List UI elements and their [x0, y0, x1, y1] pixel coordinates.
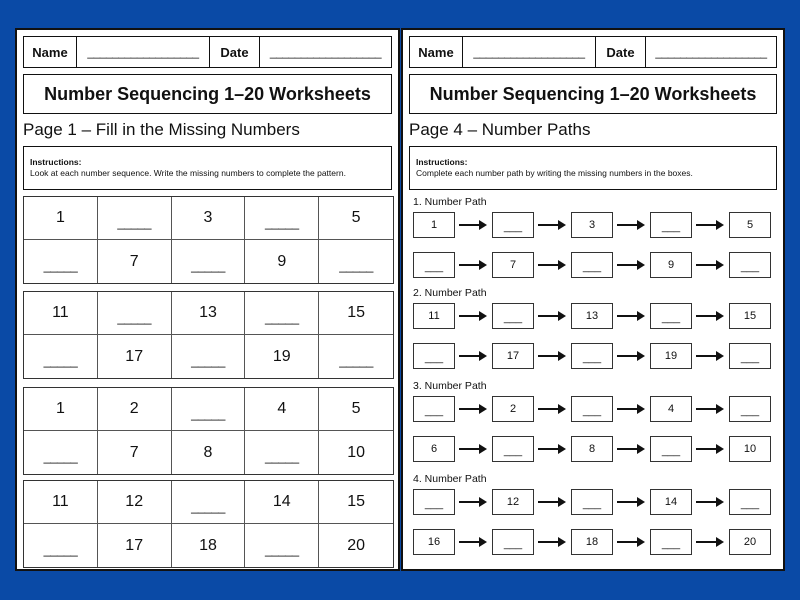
sequence-number: 4	[245, 388, 319, 431]
path-number-box: 12	[492, 489, 534, 515]
arrow-right-icon	[616, 442, 646, 456]
answer-blank[interactable]: _____	[172, 335, 246, 378]
answer-box[interactable]: ___	[729, 489, 771, 515]
arrow-right-icon	[458, 309, 488, 323]
sequence-number: 15	[319, 292, 393, 335]
answer-box[interactable]: ___	[492, 436, 534, 462]
path-number-box: 2	[492, 396, 534, 422]
arrow-right-icon	[616, 309, 646, 323]
arrow-right-icon	[537, 218, 567, 232]
arrow-right-icon	[695, 442, 725, 456]
number-path-row	[413, 489, 775, 515]
arrow-right-icon	[695, 218, 725, 232]
answer-blank[interactable]: _____	[98, 197, 172, 240]
answer-blank[interactable]: _____	[245, 431, 319, 474]
answer-box[interactable]: ___	[413, 343, 455, 369]
arrow-right-icon	[458, 218, 488, 232]
sequence-number: 13	[172, 292, 246, 335]
answer-box[interactable]: ___	[571, 489, 613, 515]
path-number-box: 10	[729, 436, 771, 462]
date-field[interactable]: __________________	[259, 37, 391, 67]
arrow-right-icon	[616, 258, 646, 272]
date-field[interactable]: __________________	[645, 37, 776, 67]
number-path-label: 3. Number Path	[413, 380, 487, 392]
sequence-number: 5	[319, 197, 393, 240]
path-number-box: 17	[492, 343, 534, 369]
path-number-box: 18	[571, 529, 613, 555]
path-number-box: 11	[413, 303, 455, 329]
name-label: Name	[32, 44, 68, 60]
sequence-number: 9	[245, 240, 319, 283]
arrow-right-icon	[537, 402, 567, 416]
path-number-box: 1	[413, 212, 455, 238]
answer-box[interactable]: ___	[729, 343, 771, 369]
sequence-number: 17	[98, 335, 172, 378]
answer-box[interactable]: ___	[413, 396, 455, 422]
answer-box[interactable]: ___	[571, 396, 613, 422]
arrow-right-icon	[695, 402, 725, 416]
page-heading: Page 1 – Fill in the Missing Numbers	[23, 120, 300, 139]
answer-box[interactable]: ___	[413, 489, 455, 515]
answer-blank[interactable]: _____	[245, 292, 319, 335]
number-path-row	[413, 343, 775, 369]
answer-blank[interactable]: _____	[245, 524, 319, 567]
answer-blank[interactable]: _____	[24, 335, 98, 378]
worksheet-title: Number Sequencing 1–20 Worksheets	[409, 74, 777, 114]
sequence-number: 18	[172, 524, 246, 567]
answer-box[interactable]: ___	[729, 252, 771, 278]
number-path-row	[413, 436, 775, 462]
path-number-box: 15	[729, 303, 771, 329]
answer-blank[interactable]: _____	[172, 481, 246, 524]
sequence-number: 1	[24, 197, 98, 240]
answer-box[interactable]: ___	[650, 303, 692, 329]
arrow-right-icon	[537, 349, 567, 363]
answer-box[interactable]: ___	[492, 529, 534, 555]
sequence-number: 20	[347, 536, 365, 554]
path-number-box: 6	[413, 436, 455, 462]
name-field[interactable]: __________________	[76, 37, 209, 67]
instructions-heading: Instructions:	[416, 157, 468, 167]
worksheet-page-4	[401, 28, 785, 571]
answer-blank[interactable]: _____	[24, 431, 98, 474]
answer-blank[interactable]: _____	[339, 258, 373, 273]
answer-blank[interactable]: _____	[339, 353, 373, 368]
number-path-label: 1. Number Path	[413, 196, 487, 208]
answer-blank[interactable]: _____	[172, 240, 246, 283]
arrow-right-icon	[458, 442, 488, 456]
sequence-grid	[23, 291, 394, 379]
sequence-number: 3	[172, 197, 246, 240]
path-number-box: 14	[650, 489, 692, 515]
sequence-grid	[23, 387, 394, 475]
arrow-right-icon	[537, 258, 567, 272]
sequence-number: 14	[245, 481, 319, 524]
arrow-right-icon	[458, 535, 488, 549]
number-path-label: 2. Number Path	[413, 287, 487, 299]
sequence-number: 10	[347, 443, 365, 461]
answer-box[interactable]: ___	[413, 252, 455, 278]
arrow-right-icon	[537, 442, 567, 456]
answer-box[interactable]: ___	[571, 343, 613, 369]
answer-box[interactable]: ___	[650, 529, 692, 555]
number-path-row	[413, 252, 775, 278]
instructions-box	[409, 146, 777, 190]
sequence-number: 2	[98, 388, 172, 431]
answer-blank[interactable]: _____	[98, 292, 172, 335]
number-path-label: 4. Number Path	[413, 473, 487, 485]
number-path-row	[413, 396, 775, 422]
arrow-right-icon	[537, 535, 567, 549]
arrow-right-icon	[537, 309, 567, 323]
arrow-right-icon	[616, 402, 646, 416]
date-label: Date	[595, 37, 645, 67]
sequence-number: 8	[172, 431, 246, 474]
number-path-row	[413, 303, 775, 329]
name-date-bar	[23, 36, 392, 68]
answer-blank[interactable]: _____	[245, 197, 319, 240]
number-path-row	[413, 212, 775, 238]
arrow-right-icon	[616, 218, 646, 232]
path-number-box: 7	[492, 252, 534, 278]
arrow-right-icon	[458, 349, 488, 363]
path-number-box: 3	[571, 212, 613, 238]
sequence-number: 11	[24, 292, 98, 335]
sequence-number: 7	[98, 240, 172, 283]
sequence-number: 5	[319, 388, 393, 431]
arrow-right-icon	[537, 495, 567, 509]
worksheet-title: Number Sequencing 1–20 Worksheets	[23, 74, 392, 114]
path-number-box: 16	[413, 529, 455, 555]
name-field[interactable]: __________________	[462, 37, 595, 67]
arrow-right-icon	[616, 495, 646, 509]
path-number-box: 9	[650, 252, 692, 278]
path-number-box: 13	[571, 303, 613, 329]
sequence-grid	[23, 480, 394, 568]
path-number-box: 5	[729, 212, 771, 238]
worksheet-page-1	[15, 28, 400, 571]
arrow-right-icon	[458, 402, 488, 416]
answer-box[interactable]: ___	[650, 212, 692, 238]
name-date-bar	[409, 36, 777, 68]
path-number-box: 19	[650, 343, 692, 369]
sequence-number: 15	[319, 481, 393, 524]
arrow-right-icon	[695, 495, 725, 509]
answer-blank[interactable]: _____	[24, 524, 98, 567]
answer-blank[interactable]: _____	[172, 388, 246, 431]
sequence-number: 7	[98, 431, 172, 474]
arrow-right-icon	[616, 535, 646, 549]
arrow-right-icon	[458, 258, 488, 272]
instructions-text: Complete each number path by writing the missing numbers in the boxes.	[416, 168, 693, 178]
answer-box[interactable]: ___	[729, 396, 771, 422]
sequence-number: 12	[98, 481, 172, 524]
name-label: Name	[418, 44, 454, 60]
instructions-text: Look at each number sequence. Write the missing numbers to complete the pattern.	[30, 168, 346, 178]
answer-blank[interactable]: _____	[24, 240, 98, 283]
sequence-grid	[23, 196, 394, 284]
sequence-number: 1	[24, 388, 98, 431]
answer-box[interactable]: ___	[650, 436, 692, 462]
page-heading: Page 4 – Number Paths	[409, 120, 591, 139]
path-number-box: 20	[729, 529, 771, 555]
date-label: Date	[209, 37, 259, 67]
arrow-right-icon	[458, 495, 488, 509]
answer-box[interactable]: ___	[492, 212, 534, 238]
number-path-row	[413, 529, 775, 555]
arrow-right-icon	[695, 349, 725, 363]
answer-box[interactable]: ___	[492, 303, 534, 329]
arrow-right-icon	[695, 258, 725, 272]
arrow-right-icon	[695, 309, 725, 323]
path-number-box: 4	[650, 396, 692, 422]
instructions-box	[23, 146, 392, 190]
sequence-number: 19	[245, 335, 319, 378]
arrow-right-icon	[616, 349, 646, 363]
path-number-box: 8	[571, 436, 613, 462]
answer-box[interactable]: ___	[571, 252, 613, 278]
sequence-number: 11	[24, 481, 98, 524]
instructions-heading: Instructions:	[30, 157, 82, 167]
arrow-right-icon	[695, 535, 725, 549]
sequence-number: 17	[98, 524, 172, 567]
